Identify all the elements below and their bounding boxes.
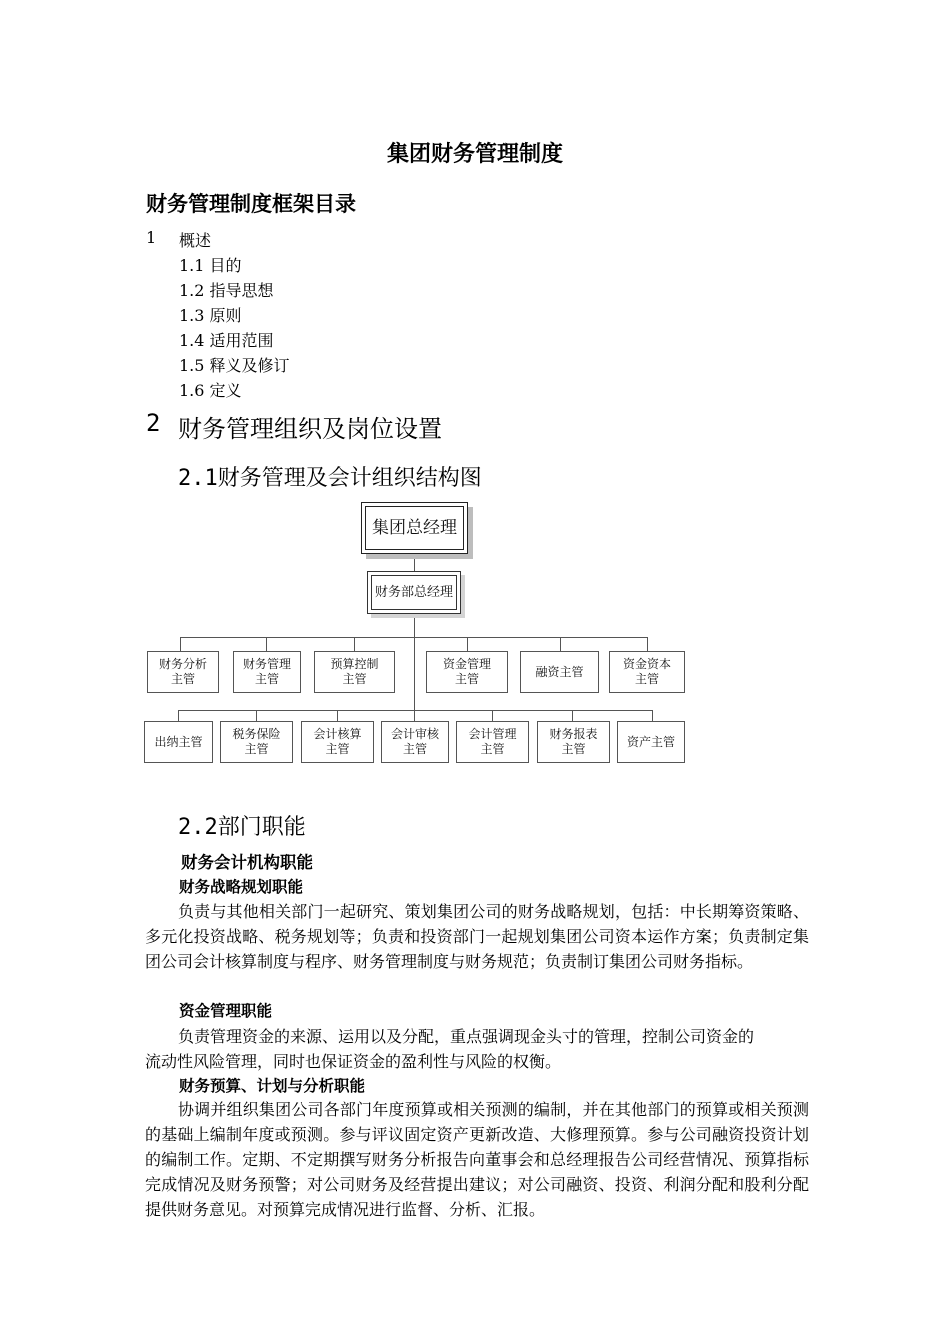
toc-item: 1.1 目的 xyxy=(179,256,242,275)
org-node: 税务保险 主管 xyxy=(220,721,293,763)
section-2-number: 2 xyxy=(146,409,161,437)
strategy-title: 财务战略规划职能 xyxy=(179,877,304,896)
connector-line xyxy=(178,710,179,721)
connector-line xyxy=(414,614,415,710)
org-node: 会计管理 主管 xyxy=(456,721,529,763)
org-node: 会计审核 主管 xyxy=(381,721,449,763)
connector-line xyxy=(414,554,415,571)
connector-line xyxy=(467,637,468,651)
org-node: 资金管理 主管 xyxy=(426,651,508,693)
org-node: 资金资本 主管 xyxy=(609,651,685,693)
budget-paragraph: 协调并组织集团公司各部门年度预算或相关预测的编制，并在其他部门的预算或相关预测的基础上编制年度或预测。参与评议固定资产更新改造、大修理预算。参与公司融资投资计划的编制工作。定期、不定期撰写财务分析报告向董事会和总经理报告公司经营情况、预算指标完成情况及财务预警；对公司财务及经营提出建议；对公司融资、投资、利润分配和股利分配提供财务意见。对预算完成情况进行监督、分析、汇报。 xyxy=(145,1100,809,1219)
subsection-2-2-title: 2.2部门职能 xyxy=(178,815,306,840)
connector-line xyxy=(180,637,181,651)
subsection-2-1-title: 2.1财务管理及会计组织结构图 xyxy=(178,466,482,491)
org-node: 财务管理 主管 xyxy=(233,651,301,693)
toc-item: 1.3 原则 xyxy=(179,306,242,325)
connector-line xyxy=(180,637,647,638)
toc-item: 1.2 指导思想 xyxy=(179,281,274,300)
org-node: 财务分析 主管 xyxy=(147,651,219,693)
connector-line xyxy=(414,710,415,721)
org-node: 融资主管 xyxy=(520,651,599,693)
org-node-label: 集团总经理 xyxy=(365,506,464,550)
connector-line xyxy=(256,710,257,721)
org-node: 财务报表 主管 xyxy=(537,721,610,763)
connector-line xyxy=(652,710,653,721)
org-node-finance-gm xyxy=(367,571,461,614)
connector-line xyxy=(492,710,493,721)
connector-line xyxy=(572,710,573,721)
org-node: 会计核算 主管 xyxy=(301,721,374,763)
toc-item: 1.4 适用范围 xyxy=(179,331,274,350)
funds-title: 资金管理职能 xyxy=(179,1001,273,1020)
budget-title: 财务预算、计划与分析职能 xyxy=(179,1076,366,1095)
connector-line xyxy=(178,710,652,711)
connector-line xyxy=(560,637,561,651)
toc-heading: 财务管理制度框架目录 xyxy=(146,191,356,216)
toc-item: 1.6 定义 xyxy=(179,381,242,400)
connector-line xyxy=(337,710,338,721)
strategy-paragraph: 负责与其他相关部门一起研究、策划集团公司的财务战略规划，包括：中长期筹资策略、多元化投资战略、税务规划等；负责和投资部门一起规划集团公司资本运作方案；负责制定集团公司会计核算制度与程序、财务管理制度与财务规范；负责制订集团公司财务指标。 xyxy=(145,902,809,971)
toc-item: 1.5 释义及修订 xyxy=(179,356,290,375)
toc-section-1-label: 概述 xyxy=(179,231,212,250)
org-node: 预算控制 主管 xyxy=(314,651,395,693)
toc-section-1-number: 1 xyxy=(146,228,157,247)
connector-line xyxy=(354,637,355,651)
org-node-label: 财务部总经理 xyxy=(371,575,457,610)
funds-paragraph-line-1: 负责管理资金的来源、运用以及分配，重点强调现金头寸的管理，控制公司资金的 xyxy=(178,1027,755,1046)
org-node-ceo xyxy=(361,502,468,554)
connector-line xyxy=(266,637,267,651)
org-node: 出纳主管 xyxy=(144,721,213,763)
document-title: 集团财务管理制度 xyxy=(386,141,563,167)
section-2-title: 财务管理组织及岗位设置 xyxy=(178,415,442,443)
connector-line xyxy=(647,637,648,651)
funds-paragraph-line-2: 流动性风险管理，同时也保证资金的盈利性与风险的权衡。 xyxy=(145,1052,562,1071)
functions-heading: 财务会计机构职能 xyxy=(181,853,313,872)
org-node: 资产主管 xyxy=(617,721,685,763)
